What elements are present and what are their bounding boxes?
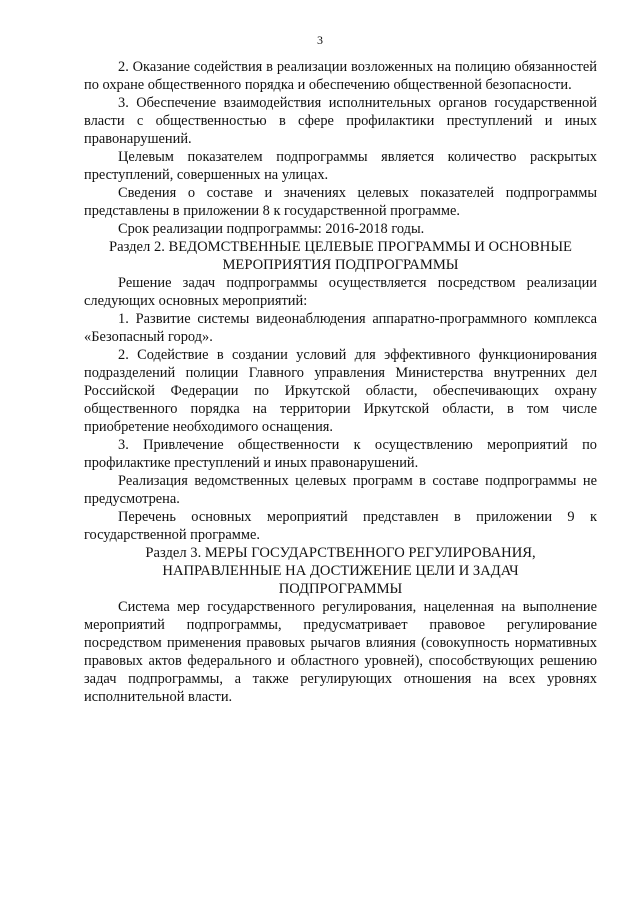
paragraph: 3. Привлечение общественности к осуществлению мероприятий по профилактике преступлений и иных правонарушений. — [84, 437, 597, 471]
paragraph: Перечень основных мероприятий представлен в приложении 9 к государственной программе. — [84, 509, 597, 543]
paragraph: 2. Оказание содействия в реализации возложенных на полицию обязанностей по охране общественного порядка и обеспечению общественной безопасности. — [84, 59, 597, 93]
page-number: 3 — [317, 33, 323, 47]
paragraph: Система мер государственного регулирования, нацеленная на выполнение мероприятий подпрограммы, предусматривает правовое регулирование посредством применения правовых рычагов влияния (совокупность нормативных правовых актов федерального и областного уровней), способствующих решению задач подпрограммы, а также регулирующих отношения на всех уровнях исполнительной власти. — [84, 599, 597, 705]
paragraph: 2. Содействие в создании условий для эффективного функционирования подразделений полиции Главного управления Министерства внутренних дел Российской Федерации по Иркутской области, обеспечивающих охрану общественного порядка на территории Иркутской области, в том числе приобретение необходимого оснащения. — [84, 347, 597, 435]
heading-line: Раздел 2. ВЕДОМСТВЕННЫЕ ЦЕЛЕВЫЕ ПРОГРАММЫ И ОСНОВНЫЕ — [109, 239, 572, 255]
document-body — [84, 58, 597, 706]
heading-line: Раздел 3. МЕРЫ ГОСУДАРСТВЕННОГО РЕГУЛИРОВАНИЯ, — [145, 545, 536, 561]
section-2-heading — [84, 238, 597, 274]
heading-line: НАПРАВЛЕННЫЕ НА ДОСТИЖЕНИЕ ЦЕЛИ И ЗАДАЧ — [162, 563, 519, 579]
paragraph: Решение задач подпрограммы осуществляется посредством реализации следующих основных мероприятий: — [84, 275, 597, 309]
paragraph: Целевым показателем подпрограммы является количество раскрытых преступлений, совершенных на улицах. — [84, 149, 597, 183]
paragraph: Сведения о составе и значениях целевых показателей подпрограммы представлены в приложении 8 к государственной программе. — [84, 185, 597, 219]
paragraph: 3. Обеспечение взаимодействия исполнительных органов государственной власти с общественностью в сфере профилактики преступлений и иных правонарушений. — [84, 95, 597, 147]
paragraph: 1. Развитие системы видеонаблюдения аппаратно-программного комплекса «Безопасный город». — [84, 311, 597, 345]
heading-line: МЕРОПРИЯТИЯ ПОДПРОГРАММЫ — [222, 257, 459, 273]
paragraph: Реализация ведомственных целевых программ в составе подпрограммы не предусмотрена. — [84, 473, 597, 507]
heading-line: ПОДПРОГРАММЫ — [278, 581, 403, 597]
section-3-heading — [84, 544, 597, 598]
paragraph: Срок реализации подпрограммы: 2016-2018 годы. — [118, 221, 425, 237]
